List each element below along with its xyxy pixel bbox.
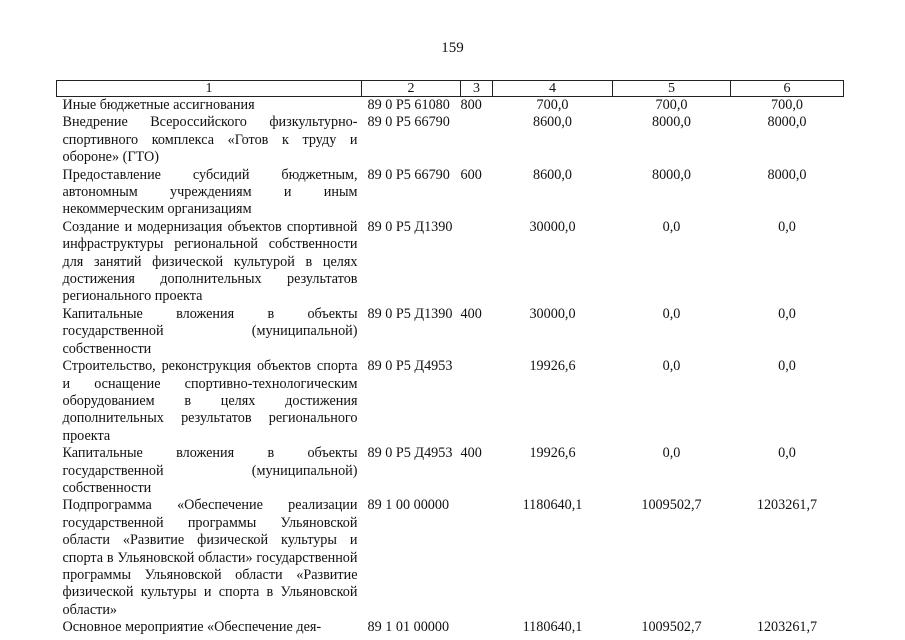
row-name: Создание и модернизация объектов спортивной инфраструктуры региональной собственности для занятий физической культурой в целях достижения дополнительных результатов регионального проекта xyxy=(62,218,358,305)
row-name: Капитальные вложения в объекты государственной (муниципальной) собственности xyxy=(62,445,358,496)
row-value-year3: 0,0 xyxy=(778,305,796,322)
row-value-year2: 1009502,7 xyxy=(641,497,702,514)
header-col-4: 4 xyxy=(493,81,613,97)
row-value-year1: 30000,0 xyxy=(529,218,576,235)
row-expense-type xyxy=(461,619,493,636)
row-value-year1: 1180640,1 xyxy=(522,497,583,514)
table-row xyxy=(57,219,844,306)
table-body xyxy=(57,97,844,637)
row-code: 89 0 P5 Д4953 xyxy=(367,358,453,375)
row-value-year3: 0,0 xyxy=(778,445,796,462)
header-col-6: 6 xyxy=(731,81,844,97)
row-name: Иные бюджетные ассигнования xyxy=(62,97,255,113)
row-expense-type: 800 xyxy=(460,97,482,113)
budget-table xyxy=(56,80,844,637)
row-code: 89 1 00 00000 xyxy=(367,497,450,514)
row-name: Внедрение Всероссийского физкультурно-спортивного комплекса «Готов к труду и обороне» (ГТО) xyxy=(62,114,358,166)
header-col-3: 3 xyxy=(461,81,493,97)
row-value-year2: 8000,0 xyxy=(651,114,691,131)
row-value-year1: 30000,0 xyxy=(529,305,576,322)
row-code: 89 0 P5 Д1390 xyxy=(367,305,453,322)
table-row xyxy=(57,619,844,636)
row-expense-type: 400 xyxy=(460,445,482,462)
row-expense-type xyxy=(461,497,493,619)
row-value-year3: 1203261,7 xyxy=(756,497,818,514)
row-name: Предоставление субсидий бюджетным, автономным учреждениям и иным некоммерческим организациям xyxy=(62,166,358,218)
row-value-year2: 1009502,7 xyxy=(641,619,702,636)
table-row xyxy=(57,97,844,115)
row-code: 89 0 P5 Д4953 xyxy=(367,445,453,462)
row-value-year2: 700,0 xyxy=(655,97,688,113)
table-row xyxy=(57,445,844,497)
page-number: 159 xyxy=(441,40,464,56)
row-name: Капитальные вложения в объекты государственной (муниципальной) собственности xyxy=(62,305,358,357)
row-expense-type xyxy=(461,219,493,306)
row-value-year1: 8600,0 xyxy=(532,166,572,183)
row-value-year2: 0,0 xyxy=(662,445,681,462)
row-value-year2: 0,0 xyxy=(662,305,681,322)
header-row xyxy=(57,81,844,97)
row-value-year1: 8600,0 xyxy=(532,114,572,131)
table-row xyxy=(57,114,844,166)
row-name: Основное мероприятие «Обеспечение дея- xyxy=(62,619,322,636)
row-value-year3: 0,0 xyxy=(778,358,796,375)
header-col-5: 5 xyxy=(613,81,731,97)
row-value-year1: 19926,6 xyxy=(529,358,576,375)
row-value-year2: 0,0 xyxy=(662,358,681,375)
row-expense-type: 400 xyxy=(460,305,482,322)
row-code: 89 0 P5 66790 xyxy=(367,114,450,131)
row-value-year3: 0,0 xyxy=(778,218,796,235)
table-row xyxy=(57,167,844,219)
table-header xyxy=(57,81,844,97)
header-col-2: 2 xyxy=(362,81,461,97)
row-value-year3: 8000,0 xyxy=(767,166,807,183)
row-value-year1: 1180640,1 xyxy=(522,619,583,636)
row-expense-type xyxy=(461,114,493,166)
row-expense-type: 600 xyxy=(460,166,482,183)
row-value-year3: 700,0 xyxy=(771,97,803,113)
row-name: Подпрограмма «Обеспечение реализации государственной программы Ульяновской области «Развитие физической культуры и спорта в Ульяновской области» государственной программы Ульяновской области «Развитие физической культуры и спорта в Ульяновской области» xyxy=(62,497,358,618)
row-value-year2: 0,0 xyxy=(662,218,681,235)
table-row xyxy=(57,358,844,445)
row-code: 89 0 P5 61080 xyxy=(367,97,450,113)
row-name: Строительство, реконструкция объектов спорта и оснащение спортивно-технологическим оборудованием в целях достижения дополнительных результатов регионального проекта xyxy=(62,358,358,444)
row-code: 89 0 P5 66790 xyxy=(367,166,450,183)
table-row xyxy=(57,497,844,619)
row-value-year1: 19926,6 xyxy=(529,445,576,462)
row-code: 89 0 P5 Д1390 xyxy=(367,218,453,235)
row-value-year1: 700,0 xyxy=(536,97,569,113)
row-code: 89 1 01 00000 xyxy=(367,619,450,636)
row-value-year2: 8000,0 xyxy=(651,166,691,183)
row-expense-type xyxy=(461,358,493,445)
row-value-year3: 1203261,7 xyxy=(756,619,818,636)
row-value-year3: 8000,0 xyxy=(767,114,807,131)
table-row xyxy=(57,306,844,358)
header-col-1: 1 xyxy=(57,81,362,97)
